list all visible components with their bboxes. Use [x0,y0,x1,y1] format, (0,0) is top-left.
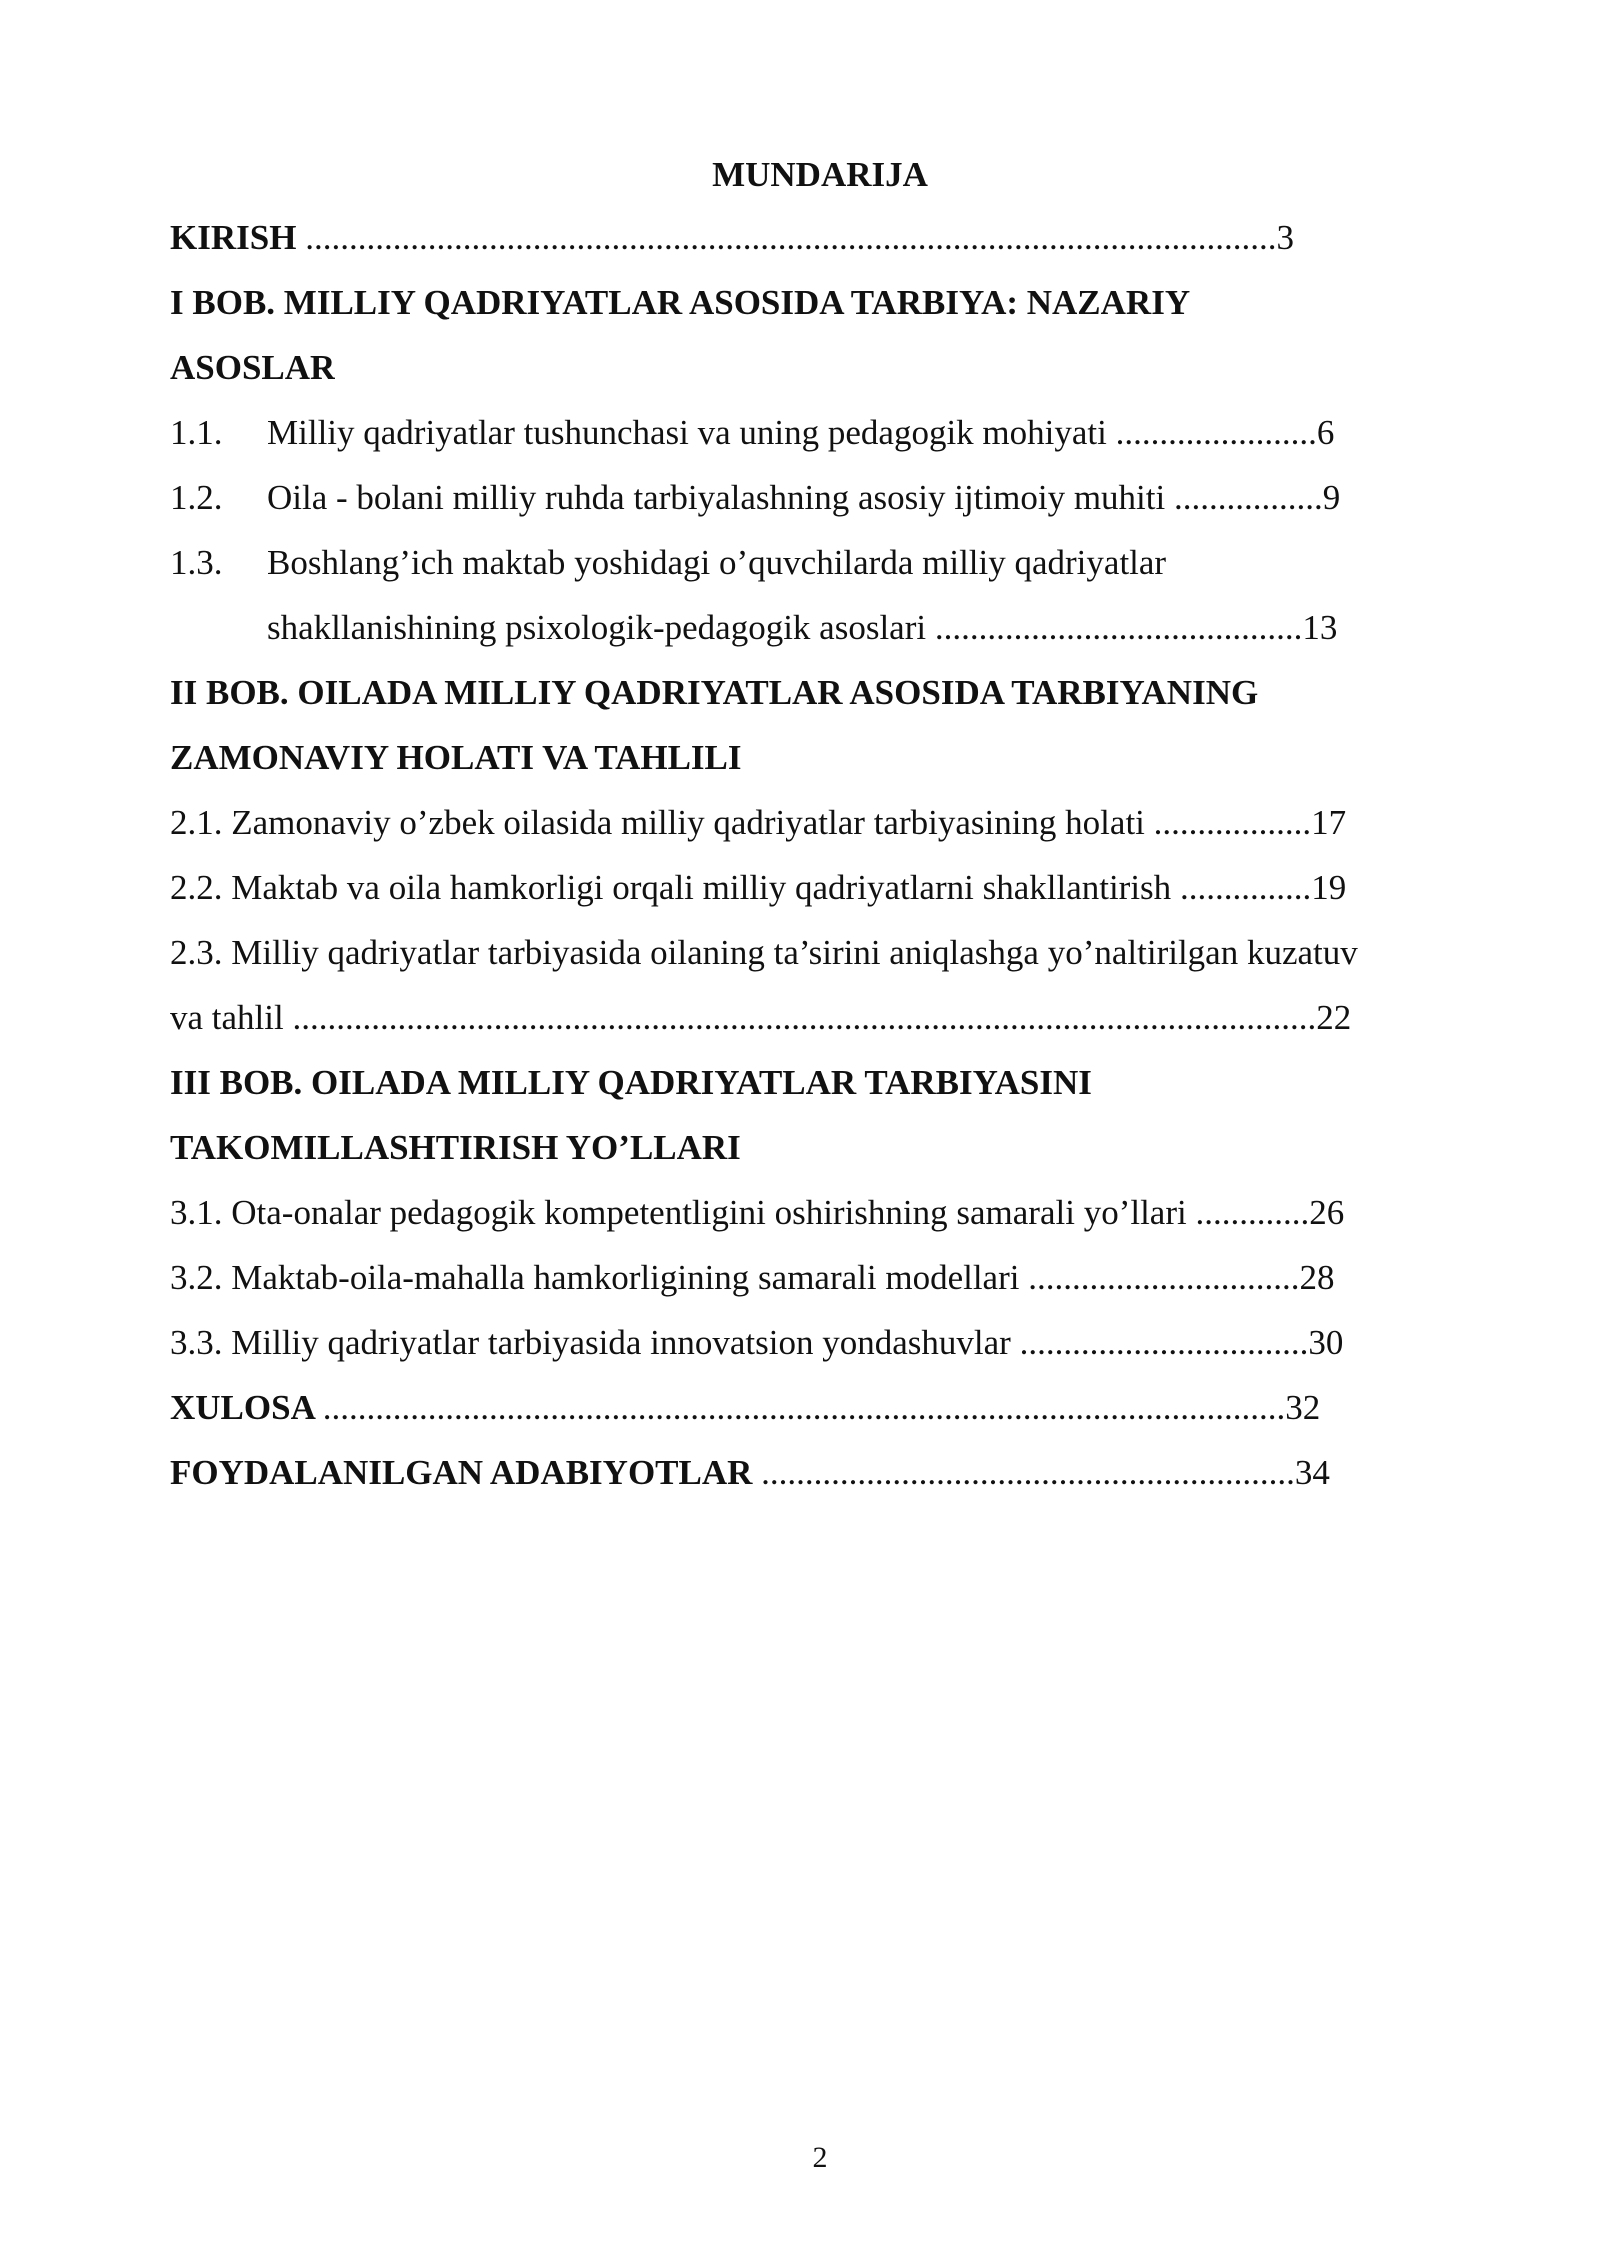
toc-entry-1-3-cont [267,603,1337,653]
toc-entry-1-3 [170,538,1166,588]
toc-entry-label: XULOSA [170,1388,323,1427]
toc-entry-label: shakllanishining psixologik-pedagogik asoslari [267,608,935,647]
toc-entry-label: Oila - bolani milliy ruhda tarbiyalashning asosiy ijtimoiy muhiti [267,478,1174,517]
toc-chapter-3-title: III BOB. OILADA MILLIY QADRIYATLAR TARBIYASINI [170,1063,1092,1102]
page-number: 2 [812,2141,828,2174]
toc-entry-1-2 [170,473,1340,523]
toc-entry-xulosa [170,1383,1320,1433]
toc-entry-2-3 [170,928,1358,978]
toc-entry-label: 2.2. Maktab va oila hamkorligi orqali milliy qadriyatlarni shakllantirish [170,868,1180,907]
toc-page-number: 19 [1311,868,1347,907]
toc-entry-1-1 [170,408,1334,458]
toc-page-number: 22 [1316,998,1352,1037]
toc-page-number: 30 [1308,1323,1344,1362]
toc-entry-3-2 [170,1253,1334,1303]
toc-chapter-3-title-cont: TAKOMILLASHTIRISH YO’LLARI [170,1128,741,1167]
toc-entry-label: Boshlang’ich maktab yoshidagi o’quvchilarda milliy qadriyatlar [267,543,1167,582]
toc-entry-label: 2.3. Milliy qadriyatlar tarbiyasida oilaning ta’sirini aniqlashga yo’naltirilgan kuzatuv [170,933,1358,972]
toc-entry-label: 3.3. Milliy qadriyatlar tarbiyasida innovatsion yondashuvlar [170,1323,1020,1362]
toc-chapter-1-title: I BOB. MILLIY QADRIYATLAR ASOSIDA TARBIYA: NAZARIY [170,283,1191,322]
toc-entry-3-1 [170,1188,1344,1238]
toc-page-number: 32 [1285,1388,1321,1427]
toc-entry-label: KIRISH [170,218,306,257]
toc-entry-3-3 [170,1318,1343,1368]
toc-leader: ............................................................................................................... [305,218,1277,257]
toc-leader: ................................. [1019,1323,1309,1362]
toc-entry-kirish [170,213,1294,263]
toc-page-number: 26 [1309,1193,1345,1232]
toc-chapter-1-title-cont: ASOSLAR [170,348,336,387]
toc-entry-label: FOYDALANILGAN ADABIYOTLAR [170,1453,762,1492]
toc-page-number: 6 [1316,413,1335,452]
toc-entry-number: 1.2. [170,478,223,517]
toc-chapter-2-title-cont: ZAMONAVIY HOLATI VA TAHLILI [170,738,742,777]
toc-entry-label: Milliy qadriyatlar tushunchasi va uning pedagogik mohiyati [267,413,1116,452]
toc-leader: ....................... [1115,413,1317,452]
toc-entry-number: 1.3. [170,543,223,582]
toc-title: MUNDARIJA [712,155,928,194]
toc-leader: ..................................................................................................................... [292,998,1317,1037]
toc-entry-2-2 [170,863,1346,913]
toc-leader: ............................... [1028,1258,1300,1297]
toc-leader: .............................................................................................................. [322,1388,1286,1427]
toc-entry-label: 3.1. Ota-onalar pedagogik kompetentligini oshirishning samarali yo’llari [170,1193,1196,1232]
toc-leader: ............... [1179,868,1312,907]
toc-leader: ............. [1195,1193,1310,1232]
toc-entry-label: va tahlil [170,998,293,1037]
toc-leader: ............................................................. [761,1453,1295,1492]
toc-entry-number: 1.1. [170,413,223,452]
toc-page-number: 13 [1302,608,1338,647]
toc-page-number: 17 [1311,803,1347,842]
toc-page-number: 28 [1299,1258,1335,1297]
toc-page-number: 34 [1294,1453,1330,1492]
toc-entry-adabiyotlar [170,1448,1330,1498]
toc-entry-2-3-cont [170,993,1351,1043]
toc-entry-label: 2.1. Zamonaviy o’zbek oilasida milliy qadriyatlar tarbiyasining holati [170,803,1154,842]
toc-entry-2-1 [170,798,1346,848]
toc-leader: ................. [1173,478,1323,517]
toc-page-number: 9 [1322,478,1341,517]
toc-entry-label: 3.2. Maktab-oila-mahalla hamkorligining samarali modellari [170,1258,1029,1297]
toc-page-number: 3 [1276,218,1294,257]
toc-chapter-2-title: II BOB. OILADA MILLIY QADRIYATLAR ASOSIDA TARBIYANING [170,673,1259,712]
toc-leader: .......................................... [934,608,1303,647]
toc-leader: .................. [1153,803,1312,842]
